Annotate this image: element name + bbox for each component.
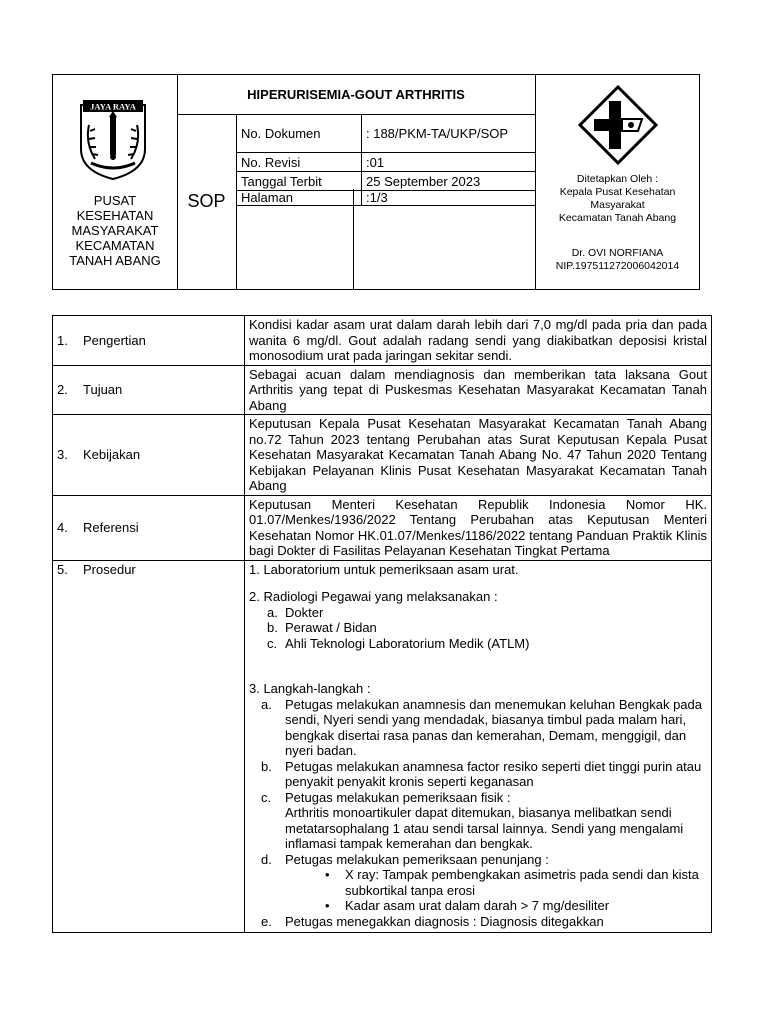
section-label	[53, 495, 245, 560]
puskesmas-name	[53, 193, 177, 268]
meta-row	[237, 153, 535, 172]
list-text: Dokter	[285, 604, 324, 620]
list-text: Perawat / Bidan	[285, 620, 377, 635]
list-item	[249, 620, 707, 636]
puskesmas-line: TANAH ABANG	[69, 253, 161, 268]
bullet-icon: •	[325, 867, 330, 882]
section-row-prosedur	[53, 560, 712, 933]
header-middle-cell	[177, 75, 536, 289]
ditetapkan-oleh	[536, 173, 699, 225]
list-text: Petugas melakukan anamnesis dan menemukan keluhan Bengkak pada sendi, Nyeri sendi yang mendadak, biasanya timbul pada malam hari, bengkak disertai rasa panas dan kemerahan, Demam, menggigil, dan nyeri badan.	[285, 696, 702, 758]
list-marker: a.	[267, 604, 278, 620]
svg-text:JAYA RAYA: JAYA RAYA	[90, 101, 136, 112]
section-title: Kebijakan	[83, 447, 141, 462]
section-row	[53, 495, 712, 560]
section-number: 1.	[57, 332, 68, 348]
bullet-item	[249, 867, 707, 898]
meta-row	[237, 191, 535, 206]
pejabat	[536, 247, 699, 273]
sop-label: SOP	[177, 115, 237, 289]
puskesmas-logo-icon	[578, 85, 658, 165]
bullet-icon: •	[325, 898, 330, 913]
list-subtext: Arthritis monoartikuler dapat ditemukan, biasanya melibatkan sendi metatarsophalang 1 atau sendi tarsal lainnya. Sendi yang mengalami inflamasi tampak kemerahan dan bengkak.	[285, 805, 684, 851]
puskesmas-line: KECAMATAN	[75, 238, 155, 253]
prosedur-step: 3. Langkah-langkah :	[249, 681, 371, 696]
list-item	[249, 914, 707, 930]
bullet-text: X ray: Tampak pembengkakan asimetris pada sendi dan kista subkortikal tanpa erosi	[345, 867, 699, 898]
section-text: Keputusan Menteri Kesehatan Republik Indonesia Nomor HK. 01.07/Menkes/1936/2022 Tentang Perubahan atas Keputusan Menteri Kesehatan Nomor HK.01.07/Menkes/1186/2022 tentang Panduan Praktik Klinis bagi Dokter di Fasilitas Pelayanan Kesehatan Tingkat Pertama	[245, 495, 712, 560]
section-number: 2.	[57, 382, 68, 397]
section-title: Tujuan	[83, 382, 123, 397]
sop-header	[52, 74, 700, 290]
section-label	[53, 316, 245, 366]
list-text: Petugas melakukan anamnesa factor resiko seperti diet tinggi purin atau penyakit penyakit kronis seperti keganasan	[285, 758, 702, 789]
section-label	[53, 415, 245, 496]
list-marker: c.	[261, 789, 272, 805]
list-text: Petugas melakukan pemeriksaan fisik :	[285, 789, 511, 805]
pejabat-nip: NIP.197511272006042014	[555, 260, 680, 272]
list-marker: d.	[261, 851, 272, 867]
meta-value: 25 September 2023	[362, 172, 536, 191]
document-title: HIPERURISEMIA-GOUT ARTHRITIS	[177, 75, 535, 115]
section-title: Pengertian	[83, 332, 146, 348]
meta-key: Halaman	[237, 191, 362, 206]
sop-content-table	[52, 315, 712, 933]
section-number: 4.	[57, 519, 68, 535]
section-number: 5.	[57, 561, 68, 577]
section-row	[53, 316, 712, 366]
list-item	[249, 759, 707, 790]
section-text: Kondisi kadar asam urat dalam darah lebih dari 7,0 mg/dl pada pria dan pada wanita 6 mg/dl. Gout adalah radang sendi yang diakibatkan deposisi kristal monosodium urat pada jaringan sekitar sendi.	[245, 316, 712, 366]
prosedur-step: 1. Laboratorium untuk pemeriksaan asam urat.	[249, 561, 519, 577]
langkah-list	[249, 697, 707, 930]
list-marker: a.	[261, 696, 272, 712]
penunjang-list	[249, 867, 707, 914]
meta-key: Tanggal Terbit	[237, 172, 362, 191]
meta-key: No. Revisi	[237, 153, 362, 172]
pelaksana-list	[249, 605, 707, 652]
list-item	[249, 605, 707, 621]
puskesmas-line: KESEHATAN	[76, 208, 154, 223]
document-meta-table	[237, 115, 535, 206]
meta-divider	[353, 189, 354, 289]
prosedur-content	[245, 560, 712, 933]
bullet-text: Kadar asam urat dalam darah > 7 mg/desiliter	[345, 898, 610, 913]
ditetapkan-line: Kepala Pusat Kesehatan	[559, 186, 676, 198]
jaya-raya-logo-icon	[73, 97, 153, 181]
meta-value: :01	[362, 153, 536, 172]
list-marker: b.	[261, 758, 272, 774]
header-left-cell	[53, 75, 178, 289]
prosedur-step: 2. Radiologi Pegawai yang melaksanakan :	[249, 589, 498, 604]
section-label	[53, 365, 245, 415]
section-label	[53, 560, 245, 933]
section-title: Prosedur	[83, 561, 136, 577]
meta-value: :1/3	[362, 191, 536, 206]
list-text: Petugas menegakkan diagnosis : Diagnosis ditegakkan	[285, 913, 604, 929]
meta-row	[237, 172, 535, 191]
list-item	[249, 852, 707, 914]
prosedur-body	[249, 562, 707, 932]
meta-value: : 188/PKM-TA/UKP/SOP	[362, 115, 536, 153]
list-item	[249, 790, 707, 852]
meta-key: No. Dokumen	[237, 115, 362, 153]
list-item	[249, 697, 707, 759]
list-text: Ahli Teknologi Laboratorium Medik (ATLM)	[285, 635, 530, 651]
section-row	[53, 415, 712, 496]
ditetapkan-line: Ditetapkan Oleh :	[576, 173, 659, 185]
puskesmas-line: PUSAT	[93, 193, 137, 208]
puskesmas-line: MASYARAKAT	[71, 223, 159, 238]
section-text: Keputusan Kepala Pusat Kesehatan Masyarakat Kecamatan Tanah Abang no.72 Tahun 2023 tentang Perubahan atas Surat Keputusan Kepala Pusat Kesehatan Masyarakat Kecamatan Tanah Abang No. 47 Tahun 2020 Tentang Kebijakan Pelayanan Klinis Pusat Kesehatan Masyarakat Kecamatan Tanah Abang	[245, 415, 712, 496]
section-row	[53, 365, 712, 415]
list-item	[249, 636, 707, 652]
list-marker: c.	[267, 635, 278, 651]
header-right-cell	[536, 75, 699, 289]
pejabat-nama: Dr. OVI NORFIANA	[571, 247, 664, 259]
list-text: Petugas melakukan pemeriksaan penunjang :	[285, 851, 549, 867]
meta-row	[237, 115, 535, 153]
list-marker: e.	[261, 913, 272, 929]
list-marker: b.	[267, 620, 278, 635]
section-title: Referensi	[83, 519, 139, 535]
ditetapkan-line: Kecamatan Tanah Abang	[558, 212, 677, 224]
section-text: Sebagai acuan dalam mendiagnosis dan memberikan tata laksana Gout Arthritis yang tepat di Puskesmas Kesehatan Masyarakat Kecamatan Tanah Abang	[245, 365, 712, 415]
section-number: 3.	[57, 447, 68, 462]
bullet-item	[249, 898, 707, 914]
ditetapkan-line: Masyarakat	[590, 199, 645, 211]
